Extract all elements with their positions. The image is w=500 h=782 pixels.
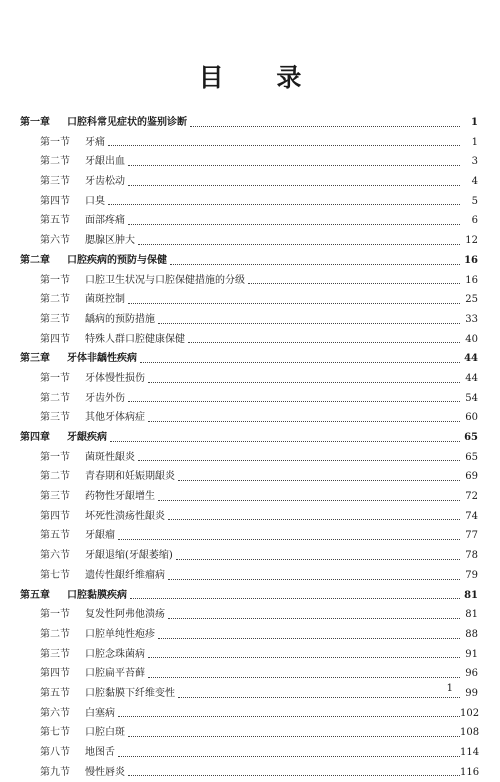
toc-chapter-entry: [0, 586, 500, 606]
toc-entry-title: 腮腺区肿大: [85, 231, 137, 251]
toc-entry-label: [40, 271, 247, 291]
toc-entry-page: 33: [460, 310, 478, 330]
toc-entry-page: 16: [460, 251, 478, 271]
toc-section-entry: [0, 763, 500, 782]
dot-leader: [168, 519, 460, 520]
toc-entry-page: 65: [460, 428, 478, 448]
toc-section-entry: [0, 605, 500, 625]
toc-entry-page: 54: [460, 389, 478, 409]
toc-entry-title: 龋病的预防措施: [85, 310, 157, 330]
toc-entry-title: 特殊人群口腔健康保健: [85, 330, 187, 350]
toc-entry-title: 菌斑性龈炎: [85, 448, 137, 468]
toc-entry-label: [40, 526, 117, 546]
toc-section-entry: [0, 192, 500, 212]
toc-entry-title: 口腔白斑: [85, 723, 127, 743]
toc-entry-number: 第五节: [40, 687, 70, 699]
toc-entry-label: [20, 428, 109, 448]
table-of-contents: [0, 113, 500, 782]
toc-section-entry: [0, 448, 500, 468]
toc-entry-number: 第三节: [40, 491, 70, 503]
toc-entry-title: 遗传性龈纤维瘤病: [85, 566, 167, 586]
toc-entry-page: 79: [460, 566, 478, 586]
toc-entry-page: 72: [460, 487, 478, 507]
toc-section-entry: [0, 389, 500, 409]
toc-entry-label: [40, 645, 147, 665]
toc-section-entry: [0, 684, 500, 704]
dot-leader: [158, 500, 460, 501]
toc-entry-page: 12: [460, 231, 478, 251]
toc-entry-label: [40, 507, 167, 527]
toc-entry-label: [40, 625, 157, 645]
dot-leader: [148, 421, 460, 422]
toc-entry-title: 口腔念珠菌病: [85, 645, 147, 665]
dot-leader: [128, 401, 460, 402]
toc-entry-page: 6: [460, 211, 478, 231]
toc-entry-number: 第三节: [40, 648, 70, 660]
dot-leader: [138, 460, 460, 461]
toc-entry-number: 第八节: [40, 747, 70, 758]
toc-entry-title: 面部疼痛: [85, 211, 127, 231]
dot-leader: [108, 204, 460, 205]
toc-chapter-entry: [0, 113, 500, 133]
toc-entry-title: 口腔卫生状况与口腔保健措施的分级: [85, 271, 247, 291]
toc-entry-label: [40, 448, 137, 468]
toc-entry-label: [40, 133, 107, 153]
dot-leader: [118, 716, 460, 717]
toc-entry-title: 牙龈退缩(牙龈萎缩): [85, 546, 175, 566]
dot-leader: [170, 264, 460, 265]
toc-entry-number: 第三节: [40, 412, 70, 424]
toc-entry-number: 第六节: [40, 550, 70, 562]
toc-entry-label: [40, 369, 147, 389]
toc-entry-title: 牙龈疾病: [67, 428, 109, 448]
toc-entry-label: [40, 408, 147, 428]
toc-entry-label: [40, 211, 127, 231]
dot-leader: [158, 638, 460, 639]
toc-entry-number: 第一章: [20, 117, 50, 128]
toc-entry-label: [40, 763, 127, 782]
toc-entry-label: [40, 310, 157, 330]
toc-chapter-entry: [0, 349, 500, 369]
toc-entry-label: [40, 192, 107, 212]
toc-entry-label: [40, 704, 117, 724]
toc-entry-title: 坏死性溃疡性龈炎: [85, 507, 167, 527]
dot-leader: [148, 657, 460, 658]
toc-section-entry: [0, 290, 500, 310]
dot-leader: [108, 145, 460, 146]
toc-entry-label: [40, 605, 167, 625]
toc-entry-page: 44: [460, 349, 478, 369]
toc-entry-label: [40, 467, 177, 487]
toc-entry-title: 口腔疾病的预防与保健: [67, 251, 169, 271]
toc-section-entry: [0, 211, 500, 231]
toc-entry-page: 65: [460, 448, 478, 468]
toc-entry-number: 第一节: [40, 274, 70, 286]
toc-entry-title: 口腔科常见症状的鉴别诊断: [67, 113, 189, 133]
toc-entry-title: 菌斑控制: [85, 290, 127, 310]
toc-entry-number: 第七节: [40, 727, 70, 739]
toc-entry-number: 第九节: [40, 766, 70, 778]
toc-entry-number: 第二节: [40, 628, 70, 640]
toc-entry-page: 88: [460, 625, 478, 645]
dot-leader: [140, 362, 460, 363]
toc-entry-page: 91: [460, 645, 478, 665]
toc-section-entry: [0, 152, 500, 172]
toc-entry-number: 第四节: [40, 668, 70, 680]
toc-entry-number: 第一节: [40, 372, 70, 384]
toc-entry-page: 102: [460, 704, 478, 724]
toc-entry-number: 第四节: [40, 333, 70, 345]
toc-entry-page: 77: [460, 526, 478, 546]
toc-entry-title: 牙体非龋性疾病: [67, 349, 139, 369]
dot-leader: [128, 736, 460, 737]
toc-entry-title: 牙齿松动: [85, 172, 127, 192]
toc-entry-title: 牙齿外伤: [85, 389, 127, 409]
page-number: 1: [446, 683, 453, 694]
toc-section-entry: [0, 271, 500, 291]
toc-entry-number: 第一节: [40, 609, 70, 621]
toc-entry-page: 44: [460, 369, 478, 389]
toc-entry-title: 牙龈出血: [85, 152, 127, 172]
toc-section-entry: [0, 743, 500, 763]
page-title: 目 录: [198, 63, 324, 92]
toc-entry-number: 第五节: [40, 530, 70, 542]
toc-entry-title: 牙痛: [85, 133, 107, 153]
toc-entry-page: 69: [460, 467, 478, 487]
toc-entry-label: [40, 743, 117, 763]
dot-leader: [148, 382, 460, 383]
toc-entry-page: 3: [460, 152, 478, 172]
dot-leader: [148, 677, 460, 678]
toc-section-entry: [0, 330, 500, 350]
dot-leader: [128, 303, 460, 304]
toc-entry-page: 116: [460, 763, 478, 782]
toc-entry-page: 40: [460, 330, 478, 350]
dot-leader: [118, 539, 460, 540]
dot-leader: [248, 283, 460, 284]
toc-entry-title: 口腔扁平苔藓: [85, 664, 147, 684]
dot-leader: [188, 342, 460, 343]
toc-entry-label: [40, 566, 167, 586]
toc-entry-number: 第七节: [40, 569, 70, 581]
toc-entry-label: [40, 664, 147, 684]
toc-entry-label: [20, 349, 139, 369]
toc-section-entry: [0, 467, 500, 487]
toc-entry-number: 第二节: [40, 471, 70, 483]
dot-leader: [128, 775, 460, 776]
toc-entry-page: 99: [460, 684, 478, 704]
dot-leader: [130, 598, 460, 599]
toc-entry-label: [40, 723, 127, 743]
dot-leader: [128, 224, 460, 225]
toc-chapter-entry: [0, 428, 500, 448]
toc-entry-page: 1: [460, 133, 478, 153]
toc-entry-page: 16: [460, 271, 478, 291]
toc-entry-label: [20, 251, 169, 271]
toc-entry-page: 5: [460, 192, 478, 212]
dot-leader: [128, 165, 460, 166]
toc-entry-number: 第二节: [40, 156, 70, 168]
toc-section-entry: [0, 507, 500, 527]
toc-entry-title: 复发性阿弗他溃疡: [85, 605, 167, 625]
toc-chapter-entry: [0, 251, 500, 271]
toc-entry-label: [40, 290, 127, 310]
dot-leader: [110, 441, 460, 442]
dot-leader: [118, 756, 460, 757]
toc-entry-number: 第六节: [40, 707, 70, 719]
toc-entry-number: 第五章: [20, 589, 50, 601]
toc-entry-title: 口臭: [85, 192, 107, 212]
dot-leader: [176, 559, 460, 560]
toc-entry-number: 第一节: [40, 136, 70, 148]
toc-section-entry: [0, 310, 500, 330]
toc-entry-label: [40, 546, 175, 566]
toc-entry-label: [40, 684, 177, 704]
dot-leader: [168, 579, 460, 580]
dot-leader: [158, 323, 460, 324]
toc-section-entry: [0, 369, 500, 389]
toc-entry-label: [40, 152, 127, 172]
toc-entry-title: 口腔黏膜疾病: [67, 586, 129, 606]
toc-entry-number: 第二节: [40, 392, 70, 404]
toc-entry-label: [20, 113, 189, 133]
toc-section-entry: [0, 664, 500, 684]
toc-section-entry: [0, 526, 500, 546]
toc-section-entry: [0, 133, 500, 153]
toc-entry-page: 74: [460, 507, 478, 527]
toc-entry-label: [40, 487, 157, 507]
toc-entry-title: 药物性牙龈增生: [85, 487, 157, 507]
toc-entry-label: [40, 231, 137, 251]
toc-section-entry: [0, 723, 500, 743]
toc-entry-title: 地图舌: [85, 743, 117, 763]
toc-entry-page: 114: [460, 743, 478, 763]
dot-leader: [178, 697, 460, 698]
dot-leader: [138, 244, 460, 245]
toc-section-entry: [0, 172, 500, 192]
toc-section-entry: [0, 645, 500, 665]
toc-entry-title: 慢性唇炎: [85, 763, 127, 782]
toc-entry-title: 其他牙体病症: [85, 408, 147, 428]
toc-section-entry: [0, 566, 500, 586]
toc-entry-title: 牙龈瘤: [85, 526, 117, 546]
toc-entry-title: 牙体慢性损伤: [85, 369, 147, 389]
toc-entry-page: 81: [460, 605, 478, 625]
dot-leader: [190, 126, 460, 127]
toc-entry-number: 第一节: [40, 451, 70, 463]
toc-entry-label: [20, 586, 129, 606]
toc-entry-number: 第四节: [40, 510, 70, 522]
toc-section-entry: [0, 625, 500, 645]
toc-entry-page: 78: [460, 546, 478, 566]
toc-entry-title: 白塞病: [85, 704, 117, 724]
toc-entry-page: 60: [460, 408, 478, 428]
dot-leader: [168, 618, 460, 619]
toc-entry-number: 第六节: [40, 235, 70, 247]
toc-entry-label: [40, 330, 187, 350]
toc-section-entry: [0, 546, 500, 566]
toc-entry-title: 青春期和妊娠期龈炎: [85, 467, 177, 487]
toc-entry-number: 第三章: [20, 353, 50, 365]
toc-entry-title: 口腔单纯性疱疹: [85, 625, 157, 645]
toc-entry-page: 4: [460, 172, 478, 192]
toc-entry-page: 1: [460, 113, 478, 133]
toc-entry-number: 第三节: [40, 313, 70, 325]
toc-entry-title: 口腔黏膜下纤维变性: [85, 684, 177, 704]
toc-entry-number: 第三节: [40, 176, 70, 188]
dot-leader: [178, 480, 460, 481]
toc-entry-number: 第四节: [40, 195, 70, 207]
dot-leader: [128, 185, 460, 186]
toc-section-entry: [0, 704, 500, 724]
toc-entry-label: [40, 389, 127, 409]
toc-entry-number: 第四章: [20, 432, 50, 443]
toc-entry-page: 96: [460, 664, 478, 684]
toc-section-entry: [0, 231, 500, 251]
toc-entry-label: [40, 172, 127, 192]
toc-entry-page: 108: [460, 723, 478, 743]
toc-section-entry: [0, 487, 500, 507]
toc-entry-number: 第五节: [40, 215, 70, 227]
toc-entry-page: 25: [460, 290, 478, 310]
toc-section-entry: [0, 408, 500, 428]
toc-entry-page: 81: [460, 586, 478, 606]
toc-entry-number: 第二节: [40, 294, 70, 306]
toc-entry-number: 第二章: [20, 254, 50, 266]
